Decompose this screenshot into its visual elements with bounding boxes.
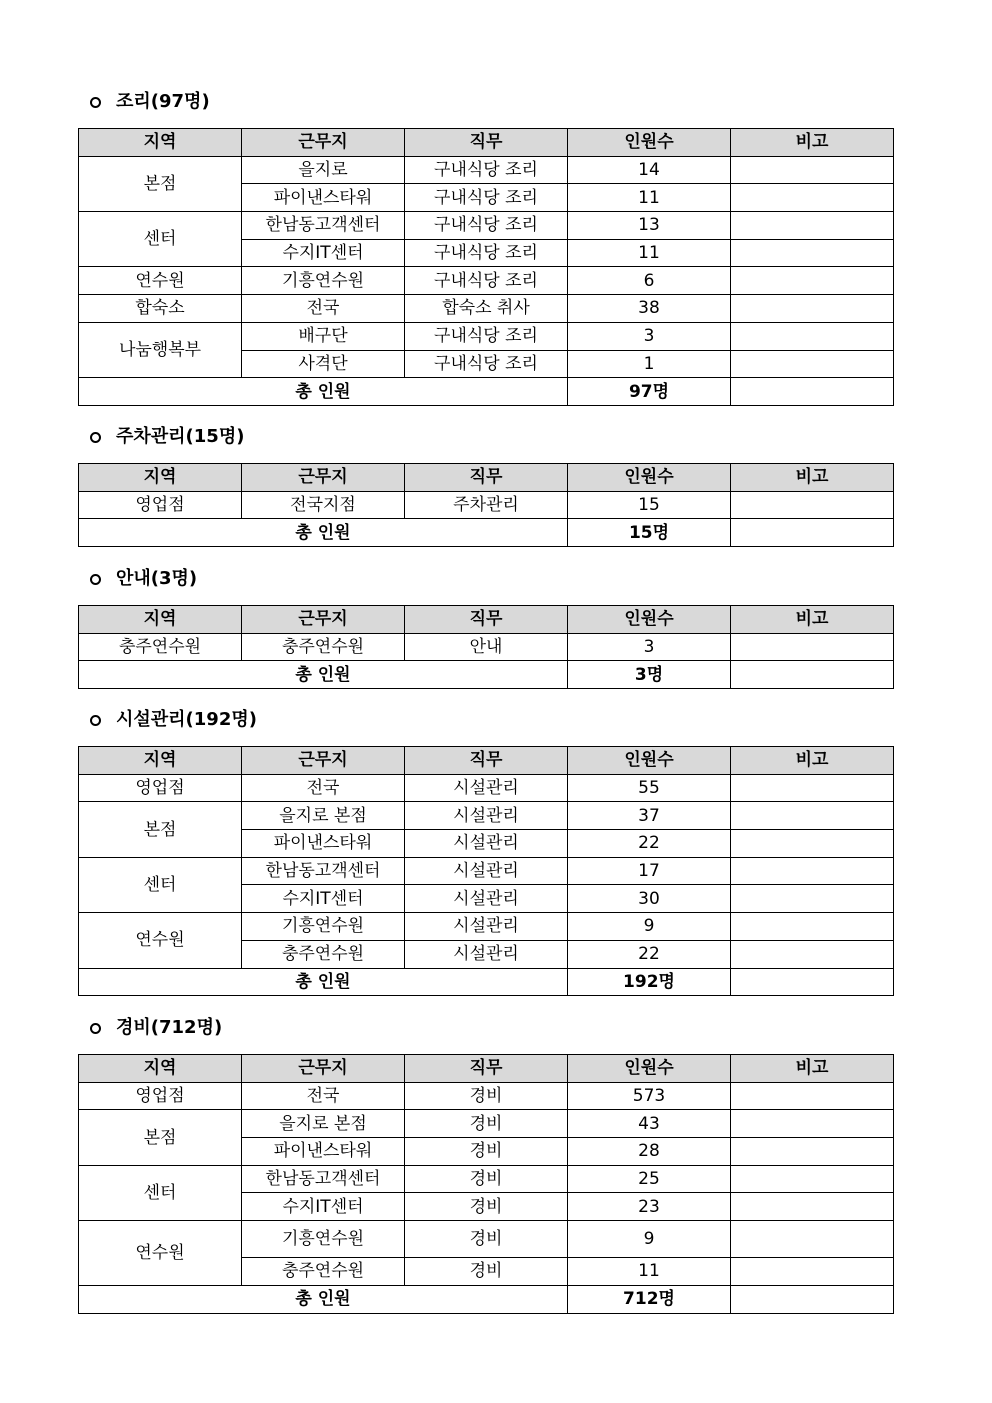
cell-duty: 경비: [405, 1165, 568, 1193]
cell-headcount: 22: [568, 830, 731, 858]
staff-table: [78, 128, 894, 406]
cell-headcount: 43: [568, 1110, 731, 1138]
total-row: [79, 1285, 894, 1313]
cell-remarks: [731, 1138, 894, 1166]
section-title-text: 조리(97명): [116, 91, 210, 112]
cell-remarks: [731, 857, 894, 885]
header-workplace: 근무지: [242, 606, 405, 634]
cell-region: 센터: [79, 212, 242, 267]
cell-workplace: 파이낸스타워: [242, 1138, 405, 1166]
cell-remarks: [731, 1110, 894, 1138]
total-value: 192명: [568, 968, 731, 996]
section-title-text: 안내(3명): [116, 568, 198, 589]
cell-duty: 시설관리: [405, 913, 568, 941]
header-headcount: 인원수: [568, 747, 731, 775]
cell-duty: 안내: [405, 633, 568, 661]
cell-remarks: [731, 968, 894, 996]
header-duty: 직무: [405, 129, 568, 157]
table-row: [79, 1110, 894, 1138]
cell-headcount: 11: [568, 239, 731, 267]
cell-headcount: 9: [568, 913, 731, 941]
total-value: 3명: [568, 661, 731, 689]
cell-workplace: 한남동고객센터: [242, 1165, 405, 1193]
cell-workplace: 충주연수원: [242, 940, 405, 968]
cell-headcount: 6: [568, 267, 731, 295]
cell-duty: 경비: [405, 1193, 568, 1221]
cell-workplace: 을지로 본점: [242, 1110, 405, 1138]
table-row: [79, 633, 894, 661]
bullet-icon: [90, 715, 101, 726]
cell-headcount: 3: [568, 322, 731, 350]
cell-headcount: 3: [568, 633, 731, 661]
cell-region: 연수원: [79, 1221, 242, 1286]
cell-remarks: [731, 1258, 894, 1286]
cell-duty: 구내식당 조리: [405, 184, 568, 212]
cell-workplace: 한남동고객센터: [242, 857, 405, 885]
total-label: 총 인원: [79, 968, 568, 996]
cell-headcount: 22: [568, 940, 731, 968]
section-cooking: [78, 88, 892, 406]
total-label: 총 인원: [79, 661, 568, 689]
total-row: [79, 661, 894, 689]
cell-duty: 구내식당 조리: [405, 156, 568, 184]
table-row: [79, 802, 894, 830]
cell-remarks: [731, 239, 894, 267]
cell-remarks: [731, 661, 894, 689]
cell-duty: 합숙소 취사: [405, 295, 568, 323]
cell-duty: 구내식당 조리: [405, 322, 568, 350]
cell-remarks: [731, 633, 894, 661]
header-headcount: 인원수: [568, 129, 731, 157]
staff-table: [78, 463, 894, 547]
cell-remarks: [731, 1193, 894, 1221]
section-facility: [78, 706, 892, 996]
cell-duty: 구내식당 조리: [405, 267, 568, 295]
header-row: [79, 1055, 894, 1083]
cell-region: 영업점: [79, 1082, 242, 1110]
cell-remarks: [731, 940, 894, 968]
header-row: [79, 129, 894, 157]
header-remarks: 비고: [731, 747, 894, 775]
section-title-text: 경비(712명): [116, 1017, 223, 1038]
cell-workplace: 을지로 본점: [242, 802, 405, 830]
header-workplace: 근무지: [242, 464, 405, 492]
table-row: [79, 156, 894, 184]
table-row: [79, 1165, 894, 1193]
cell-remarks: [731, 1082, 894, 1110]
cell-region: 본점: [79, 802, 242, 857]
cell-duty: 경비: [405, 1082, 568, 1110]
cell-workplace: 파이낸스타워: [242, 830, 405, 858]
header-region: 지역: [79, 606, 242, 634]
total-row: [79, 968, 894, 996]
header-workplace: 근무지: [242, 747, 405, 775]
header-duty: 직무: [405, 606, 568, 634]
cell-duty: 경비: [405, 1110, 568, 1138]
cell-duty: 경비: [405, 1221, 568, 1258]
cell-region: 연수원: [79, 913, 242, 968]
cell-workplace: 사격단: [242, 350, 405, 378]
cell-headcount: 23: [568, 1193, 731, 1221]
staff-table: [78, 605, 894, 689]
section-title-text: 시설관리(192명): [116, 709, 257, 730]
cell-remarks: [731, 184, 894, 212]
cell-remarks: [731, 491, 894, 519]
cell-remarks: [731, 350, 894, 378]
header-workplace: 근무지: [242, 129, 405, 157]
bullet-icon: [90, 97, 101, 108]
total-row: [79, 378, 894, 406]
header-workplace: 근무지: [242, 1055, 405, 1083]
cell-workplace: 한남동고객센터: [242, 212, 405, 240]
cell-remarks: [731, 1285, 894, 1313]
total-value: 712명: [568, 1285, 731, 1313]
bullet-icon: [90, 1023, 101, 1034]
cell-region: 센터: [79, 857, 242, 912]
section-parking: [78, 423, 892, 547]
cell-duty: 구내식당 조리: [405, 239, 568, 267]
header-remarks: 비고: [731, 1055, 894, 1083]
header-headcount: 인원수: [568, 606, 731, 634]
cell-headcount: 37: [568, 802, 731, 830]
cell-region: 합숙소: [79, 295, 242, 323]
cell-workplace: 배구단: [242, 322, 405, 350]
cell-remarks: [731, 212, 894, 240]
cell-remarks: [731, 267, 894, 295]
total-value: 15명: [568, 519, 731, 547]
total-label: 총 인원: [79, 1285, 568, 1313]
staff-table: [78, 1054, 894, 1314]
cell-headcount: 1: [568, 350, 731, 378]
cell-headcount: 14: [568, 156, 731, 184]
table-row: [79, 322, 894, 350]
cell-duty: 경비: [405, 1258, 568, 1286]
cell-headcount: 15: [568, 491, 731, 519]
cell-remarks: [731, 1221, 894, 1258]
header-region: 지역: [79, 1055, 242, 1083]
cell-remarks: [731, 802, 894, 830]
header-row: [79, 606, 894, 634]
cell-workplace: 을지로: [242, 156, 405, 184]
header-region: 지역: [79, 464, 242, 492]
cell-region: 연수원: [79, 267, 242, 295]
cell-headcount: 573: [568, 1082, 731, 1110]
cell-headcount: 25: [568, 1165, 731, 1193]
bullet-icon: [90, 432, 101, 443]
total-label: 총 인원: [79, 378, 568, 406]
section-guide: [78, 565, 892, 689]
cell-workplace: 전국: [242, 774, 405, 802]
table-row: [79, 267, 894, 295]
cell-duty: 구내식당 조리: [405, 212, 568, 240]
table-row: [79, 1082, 894, 1110]
cell-headcount: 11: [568, 184, 731, 212]
header-region: 지역: [79, 129, 242, 157]
cell-duty: 구내식당 조리: [405, 350, 568, 378]
cell-workplace: 파이낸스타워: [242, 184, 405, 212]
header-headcount: 인원수: [568, 1055, 731, 1083]
section-title: [78, 88, 892, 116]
cell-duty: 시설관리: [405, 885, 568, 913]
total-label: 총 인원: [79, 519, 568, 547]
table-row: [79, 1221, 894, 1258]
bullet-icon: [90, 574, 101, 585]
header-remarks: 비고: [731, 464, 894, 492]
header-row: [79, 747, 894, 775]
table-row: [79, 295, 894, 323]
table-row: [79, 491, 894, 519]
table-row: [79, 857, 894, 885]
cell-region: 나눔행복부: [79, 322, 242, 377]
cell-remarks: [731, 322, 894, 350]
cell-workplace: 수지IT센터: [242, 885, 405, 913]
table-row: [79, 212, 894, 240]
cell-duty: 주차관리: [405, 491, 568, 519]
cell-workplace: 전국: [242, 295, 405, 323]
cell-headcount: 55: [568, 774, 731, 802]
cell-region: 영업점: [79, 491, 242, 519]
cell-remarks: [731, 913, 894, 941]
cell-remarks: [731, 830, 894, 858]
cell-workplace: 기흥연수원: [242, 1221, 405, 1258]
cell-workplace: 수지IT센터: [242, 1193, 405, 1221]
table-row: [79, 774, 894, 802]
cell-duty: 시설관리: [405, 774, 568, 802]
section-title-text: 주차관리(15명): [116, 426, 245, 447]
cell-workplace: 수지IT센터: [242, 239, 405, 267]
cell-remarks: [731, 885, 894, 913]
cell-headcount: 38: [568, 295, 731, 323]
cell-remarks: [731, 378, 894, 406]
header-duty: 직무: [405, 464, 568, 492]
header-row: [79, 464, 894, 492]
header-duty: 직무: [405, 747, 568, 775]
header-region: 지역: [79, 747, 242, 775]
cell-duty: 시설관리: [405, 830, 568, 858]
section-title: [78, 1014, 892, 1042]
table-row: [79, 913, 894, 941]
cell-workplace: 전국: [242, 1082, 405, 1110]
cell-remarks: [731, 156, 894, 184]
section-security: [78, 1014, 892, 1314]
cell-remarks: [731, 1165, 894, 1193]
cell-workplace: 충주연수원: [242, 633, 405, 661]
cell-duty: 시설관리: [405, 857, 568, 885]
cell-remarks: [731, 295, 894, 323]
cell-region: 본점: [79, 1110, 242, 1165]
section-title: [78, 706, 892, 734]
cell-workplace: 전국지점: [242, 491, 405, 519]
cell-duty: 시설관리: [405, 940, 568, 968]
cell-region: 본점: [79, 156, 242, 211]
total-row: [79, 519, 894, 547]
header-headcount: 인원수: [568, 464, 731, 492]
header-remarks: 비고: [731, 129, 894, 157]
cell-duty: 경비: [405, 1138, 568, 1166]
cell-remarks: [731, 774, 894, 802]
staff-table: [78, 746, 894, 996]
cell-headcount: 9: [568, 1221, 731, 1258]
cell-region: 영업점: [79, 774, 242, 802]
cell-workplace: 기흥연수원: [242, 267, 405, 295]
section-title: [78, 423, 892, 451]
cell-remarks: [731, 519, 894, 547]
cell-headcount: 28: [568, 1138, 731, 1166]
cell-workplace: 충주연수원: [242, 1258, 405, 1286]
header-duty: 직무: [405, 1055, 568, 1083]
cell-region: 센터: [79, 1165, 242, 1220]
cell-headcount: 13: [568, 212, 731, 240]
total-value: 97명: [568, 378, 731, 406]
cell-headcount: 11: [568, 1258, 731, 1286]
cell-headcount: 17: [568, 857, 731, 885]
cell-duty: 시설관리: [405, 802, 568, 830]
section-title: [78, 565, 892, 593]
header-remarks: 비고: [731, 606, 894, 634]
cell-headcount: 30: [568, 885, 731, 913]
cell-workplace: 기흥연수원: [242, 913, 405, 941]
cell-region: 충주연수원: [79, 633, 242, 661]
